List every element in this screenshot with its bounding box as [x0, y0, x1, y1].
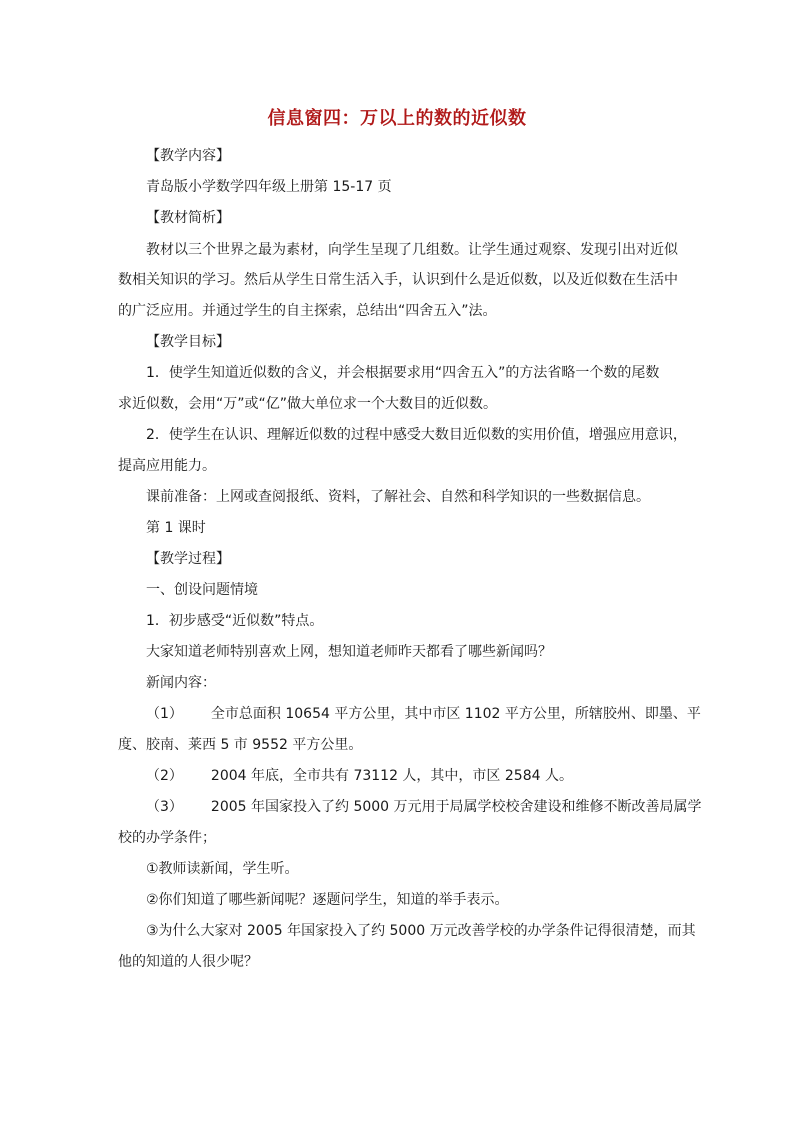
news-item-3 [146, 797, 702, 817]
step-item: 1．初步感受“近似数”特点。 [146, 613, 324, 629]
news-item-text: 2005 年国家投入了约 5000 万元用于局属学校校舍建设和维修不断改善局属学 [210, 799, 702, 815]
goal-item-1-continued: 求近似数，会用“万”或“亿”做大单位求一个大数目的近似数。 [118, 396, 498, 412]
paragraph-line: 教材以三个世界之最为素材，向学生呈现了几组数。让学生通过观察、发现引出对近似 [146, 242, 678, 258]
page-title: 信息窗四：万以上的数的近似数 [267, 108, 527, 129]
news-item-2 [146, 766, 573, 786]
news-item-text: 全市总面积 10654 平方公里，其中市区 1102 平方公里，所辖胶州、即墨、平 [210, 706, 701, 722]
paragraph-line: 大家知道老师特别喜欢上网，想知道老师昨天都看了哪些新闻吗？ [146, 644, 552, 660]
step-heading: 一、创设问题情境 [146, 582, 258, 598]
news-heading: 新闻内容： [146, 675, 216, 691]
paragraph-line: 的广泛应用。并通过学生的自主探索，总结出“四舍五入”法。 [118, 303, 497, 319]
activity-item-1: ①教师读新闻，学生听。 [146, 861, 299, 877]
news-item-1 [146, 704, 701, 724]
section-heading-goals: 【教学目标】 [146, 334, 230, 350]
paragraph-line: 数相关知识的学习。然后从学生日常生活入手，认识到什么是近似数，以及近似数在生活中 [118, 272, 678, 288]
textbook-reference: 青岛版小学数学四年级上册第 15-17 页 [146, 179, 392, 195]
activity-item-3: ③为什么大家对 2005 年国家投入了约 5000 万元改善学校的办学条件记得很清楚，而其 [146, 923, 696, 939]
activity-item-2: ②你们知道了哪些新闻呢？逐题问学生，知道的举手表示。 [146, 892, 509, 908]
news-item-text: 2004 年底，全市共有 73112 人，其中，市区 2584 人。 [210, 768, 573, 784]
section-heading-content: 【教学内容】 [146, 148, 230, 164]
section-heading-process: 【教学过程】 [146, 551, 230, 567]
goal-item-2: 2．使学生在认识、理解近似数的过程中感受大数目近似数的实用价值，增强应用意识， [146, 427, 687, 443]
lesson-number: 第 1 课时 [146, 520, 206, 536]
preparation-note: 课前准备：上网或查阅报纸、资料，了解社会、自然和科学知识的一些数据信息。 [146, 489, 650, 505]
news-item-1-continued: 度、胶南、莱西 5 市 9552 平方公里。 [118, 737, 363, 753]
news-item-number: （2） [146, 768, 183, 784]
section-heading-analysis: 【教材简析】 [146, 210, 230, 226]
goal-item-1: 1．使学生知道近似数的含义，并会根据要求用“四舍五入”的方法省略一个数的尾数 [146, 365, 660, 381]
news-item-number: （3） [146, 799, 183, 815]
goal-item-2-continued: 提高应用能力。 [118, 458, 216, 474]
news-item-3-continued: 校的办学条件； [118, 830, 216, 846]
news-item-number: （1） [146, 706, 183, 722]
activity-item-3-continued: 他的知道的人很少呢？ [118, 954, 258, 970]
